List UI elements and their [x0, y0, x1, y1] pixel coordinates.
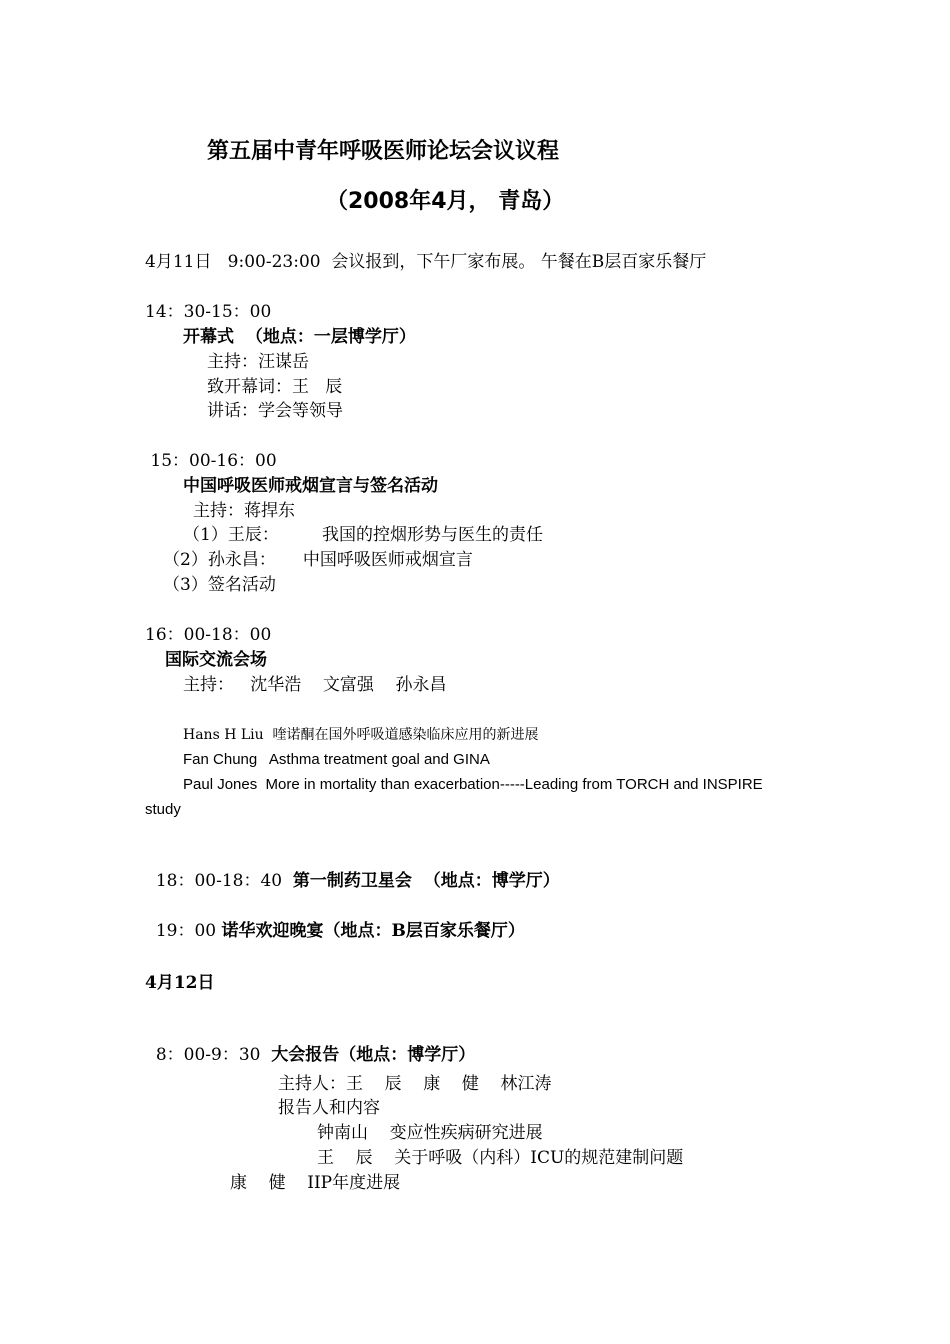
- agenda-title: 第五届中青年呼吸医师论坛会议议程: [207, 139, 560, 164]
- session-title: 第一制药卫星会 （地点：博学厅）: [292, 871, 560, 891]
- session-time: 8：00-9：30: [155, 1045, 272, 1065]
- talk-item: Hans H Liu 喹诺酮在国外呼吸道感染临床应用的新进展: [183, 727, 539, 743]
- report-item: 钟南山 变应性疾病研究进展: [317, 1123, 543, 1143]
- session-host: 主持： 沈华浩 文富强 孙永昌: [183, 675, 447, 695]
- list-item: （1）王辰： 我国的控烟形势与医生的责任: [183, 525, 544, 545]
- dinner-session: [145, 898, 525, 942]
- session-time: 18：00-18：40: [155, 871, 293, 891]
- session-title: 开幕式 （地点：一层博学厅）: [183, 327, 416, 347]
- session-title: 大会报告（地点：博学厅）: [271, 1045, 476, 1065]
- session-time: 19：00: [155, 921, 222, 941]
- plenary-session: [145, 1022, 475, 1066]
- session-title: 诺华欢迎晚宴（地点：B层百家乐餐厅）: [221, 921, 525, 941]
- session-title: 国际交流会场: [165, 650, 267, 670]
- agenda-subtitle: （2008年4月， 青岛）: [326, 189, 565, 214]
- day-heading: 4月12日: [145, 973, 215, 993]
- leader-speech: 讲话：学会等领导: [207, 401, 343, 421]
- session-host: 主持：汪谋岳: [207, 352, 309, 372]
- session-time: 14：30-15：00: [145, 302, 272, 322]
- session-host: 主持人：王 辰 康 健 林江涛: [278, 1074, 552, 1094]
- registration-line: 4月11日 9:00-23:00 会议报到，下午厂家布展。 午餐在B层百家乐餐厅: [145, 252, 707, 272]
- session-host: 主持：蒋捍东: [193, 501, 295, 521]
- report-item: 康 健 IIP年度进展: [230, 1173, 401, 1193]
- reporters-heading: 报告人和内容: [278, 1098, 380, 1118]
- satellite-session: [145, 848, 560, 892]
- talk-item-continuation: study: [145, 801, 181, 818]
- session-time: 15：00-16：00: [145, 451, 277, 471]
- talk-item: Fan Chung Asthma treatment goal and GINA: [183, 751, 490, 768]
- list-item: （3）签名活动: [163, 575, 276, 595]
- opening-speech: 致开幕词：王 辰: [207, 377, 343, 397]
- session-time: 16：00-18：00: [145, 625, 272, 645]
- session-title: 中国呼吸医师戒烟宣言与签名活动: [183, 476, 438, 496]
- list-item: （2）孙永昌： 中国呼吸医师戒烟宣言: [163, 550, 473, 570]
- talk-item: Paul Jones More in mortality than exacerbation-----Leading from TORCH and INSPIRE: [183, 776, 763, 793]
- report-item: 王 辰 关于呼吸（内科）ICU的规范建制问题: [317, 1148, 684, 1168]
